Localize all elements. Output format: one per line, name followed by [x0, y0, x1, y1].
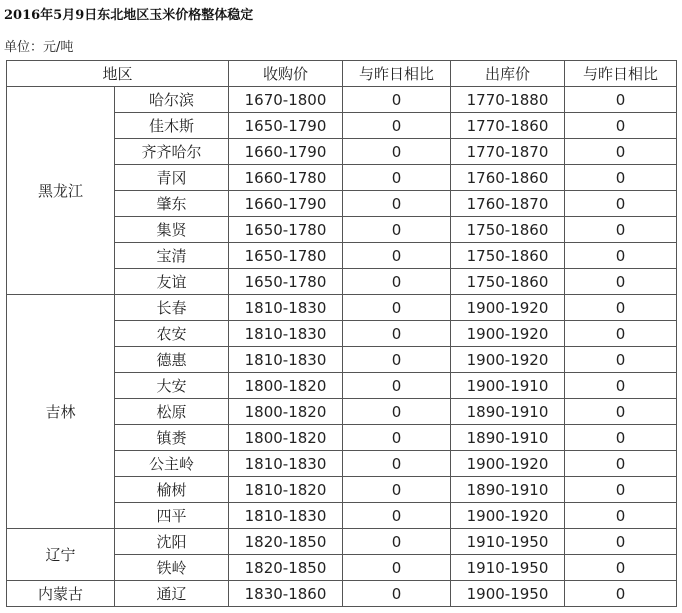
purchase-price-cell: 1650-1780 [229, 217, 343, 243]
purchase-change-cell: 0 [343, 243, 451, 269]
outbound-price-cell: 1900-1920 [451, 295, 565, 321]
city-cell: 德惠 [115, 347, 229, 373]
outbound-price-cell: 1890-1910 [451, 425, 565, 451]
header-row [7, 61, 677, 87]
purchase-price-cell: 1650-1790 [229, 113, 343, 139]
purchase-change-cell: 0 [343, 477, 451, 503]
header-purchase-price: 收购价 [229, 61, 343, 87]
corn-price-table [6, 60, 677, 607]
purchase-change-cell: 0 [343, 451, 451, 477]
city-cell: 铁岭 [115, 555, 229, 581]
outbound-price-cell: 1900-1910 [451, 373, 565, 399]
city-cell: 长春 [115, 295, 229, 321]
purchase-price-cell: 1810-1830 [229, 347, 343, 373]
outbound-price-cell: 1750-1860 [451, 217, 565, 243]
outbound-change-cell: 0 [565, 217, 677, 243]
city-cell: 公主岭 [115, 451, 229, 477]
purchase-price-cell: 1810-1830 [229, 451, 343, 477]
purchase-price-cell: 1650-1780 [229, 269, 343, 295]
purchase-change-cell: 0 [343, 191, 451, 217]
outbound-price-cell: 1910-1950 [451, 529, 565, 555]
city-cell: 大安 [115, 373, 229, 399]
purchase-change-cell: 0 [343, 425, 451, 451]
purchase-price-cell: 1800-1820 [229, 399, 343, 425]
outbound-price-cell: 1770-1860 [451, 113, 565, 139]
outbound-change-cell: 0 [565, 555, 677, 581]
outbound-change-cell: 0 [565, 503, 677, 529]
outbound-change-cell: 0 [565, 321, 677, 347]
outbound-change-cell: 0 [565, 139, 677, 165]
outbound-price-cell: 1770-1880 [451, 87, 565, 113]
purchase-change-cell: 0 [343, 139, 451, 165]
purchase-change-cell: 0 [343, 217, 451, 243]
city-cell: 佳木斯 [115, 113, 229, 139]
outbound-change-cell: 0 [565, 581, 677, 607]
outbound-price-cell: 1750-1860 [451, 269, 565, 295]
header-region: 地区 [7, 61, 229, 87]
province-cell: 吉林 [7, 295, 115, 529]
purchase-price-cell: 1670-1800 [229, 87, 343, 113]
outbound-change-cell: 0 [565, 373, 677, 399]
outbound-change-cell: 0 [565, 269, 677, 295]
outbound-price-cell: 1890-1910 [451, 399, 565, 425]
outbound-price-cell: 1900-1920 [451, 503, 565, 529]
outbound-change-cell: 0 [565, 165, 677, 191]
purchase-price-cell: 1820-1850 [229, 555, 343, 581]
outbound-change-cell: 0 [565, 347, 677, 373]
table-row [7, 529, 677, 555]
page-title: 2016年5月9日东北地区玉米价格整体稳定 [4, 8, 254, 23]
outbound-change-cell: 0 [565, 87, 677, 113]
outbound-price-cell: 1910-1950 [451, 555, 565, 581]
province-cell: 黑龙江 [7, 87, 115, 295]
header-outbound-price: 出库价 [451, 61, 565, 87]
purchase-price-cell: 1820-1850 [229, 529, 343, 555]
outbound-price-cell: 1900-1920 [451, 321, 565, 347]
purchase-price-cell: 1660-1790 [229, 139, 343, 165]
header-outbound-change: 与昨日相比 [565, 61, 677, 87]
city-cell: 榆树 [115, 477, 229, 503]
outbound-change-cell: 0 [565, 477, 677, 503]
outbound-change-cell: 0 [565, 451, 677, 477]
province-cell: 内蒙古 [7, 581, 115, 607]
purchase-change-cell: 0 [343, 529, 451, 555]
purchase-change-cell: 0 [343, 373, 451, 399]
city-cell: 哈尔滨 [115, 87, 229, 113]
city-cell: 宝清 [115, 243, 229, 269]
city-cell: 农安 [115, 321, 229, 347]
outbound-price-cell: 1760-1860 [451, 165, 565, 191]
city-cell: 肇东 [115, 191, 229, 217]
purchase-change-cell: 0 [343, 503, 451, 529]
purchase-change-cell: 0 [343, 321, 451, 347]
outbound-change-cell: 0 [565, 243, 677, 269]
outbound-price-cell: 1900-1920 [451, 451, 565, 477]
city-cell: 齐齐哈尔 [115, 139, 229, 165]
purchase-price-cell: 1830-1860 [229, 581, 343, 607]
table-row [7, 581, 677, 607]
purchase-change-cell: 0 [343, 581, 451, 607]
purchase-price-cell: 1800-1820 [229, 425, 343, 451]
unit-label: 单位：元/吨 [4, 40, 74, 55]
outbound-change-cell: 0 [565, 191, 677, 217]
outbound-change-cell: 0 [565, 295, 677, 321]
outbound-price-cell: 1900-1950 [451, 581, 565, 607]
city-cell: 集贤 [115, 217, 229, 243]
city-cell: 通辽 [115, 581, 229, 607]
purchase-change-cell: 0 [343, 269, 451, 295]
outbound-change-cell: 0 [565, 113, 677, 139]
outbound-change-cell: 0 [565, 529, 677, 555]
outbound-change-cell: 0 [565, 425, 677, 451]
purchase-change-cell: 0 [343, 347, 451, 373]
province-cell: 辽宁 [7, 529, 115, 581]
city-cell: 镇赉 [115, 425, 229, 451]
outbound-price-cell: 1770-1870 [451, 139, 565, 165]
purchase-change-cell: 0 [343, 113, 451, 139]
table-row [7, 295, 677, 321]
purchase-price-cell: 1800-1820 [229, 373, 343, 399]
city-cell: 四平 [115, 503, 229, 529]
purchase-price-cell: 1660-1790 [229, 191, 343, 217]
city-cell: 沈阳 [115, 529, 229, 555]
outbound-price-cell: 1760-1870 [451, 191, 565, 217]
purchase-change-cell: 0 [343, 295, 451, 321]
outbound-price-cell: 1890-1910 [451, 477, 565, 503]
purchase-price-cell: 1810-1830 [229, 503, 343, 529]
header-purchase-change: 与昨日相比 [343, 61, 451, 87]
purchase-change-cell: 0 [343, 555, 451, 581]
table-row [7, 87, 677, 113]
purchase-change-cell: 0 [343, 87, 451, 113]
table-body [7, 87, 677, 607]
outbound-price-cell: 1900-1920 [451, 347, 565, 373]
outbound-change-cell: 0 [565, 399, 677, 425]
purchase-price-cell: 1810-1820 [229, 477, 343, 503]
purchase-change-cell: 0 [343, 165, 451, 191]
purchase-price-cell: 1810-1830 [229, 321, 343, 347]
city-cell: 松原 [115, 399, 229, 425]
city-cell: 友谊 [115, 269, 229, 295]
city-cell: 青冈 [115, 165, 229, 191]
purchase-price-cell: 1650-1780 [229, 243, 343, 269]
outbound-price-cell: 1750-1860 [451, 243, 565, 269]
purchase-price-cell: 1810-1830 [229, 295, 343, 321]
purchase-change-cell: 0 [343, 399, 451, 425]
purchase-price-cell: 1660-1780 [229, 165, 343, 191]
